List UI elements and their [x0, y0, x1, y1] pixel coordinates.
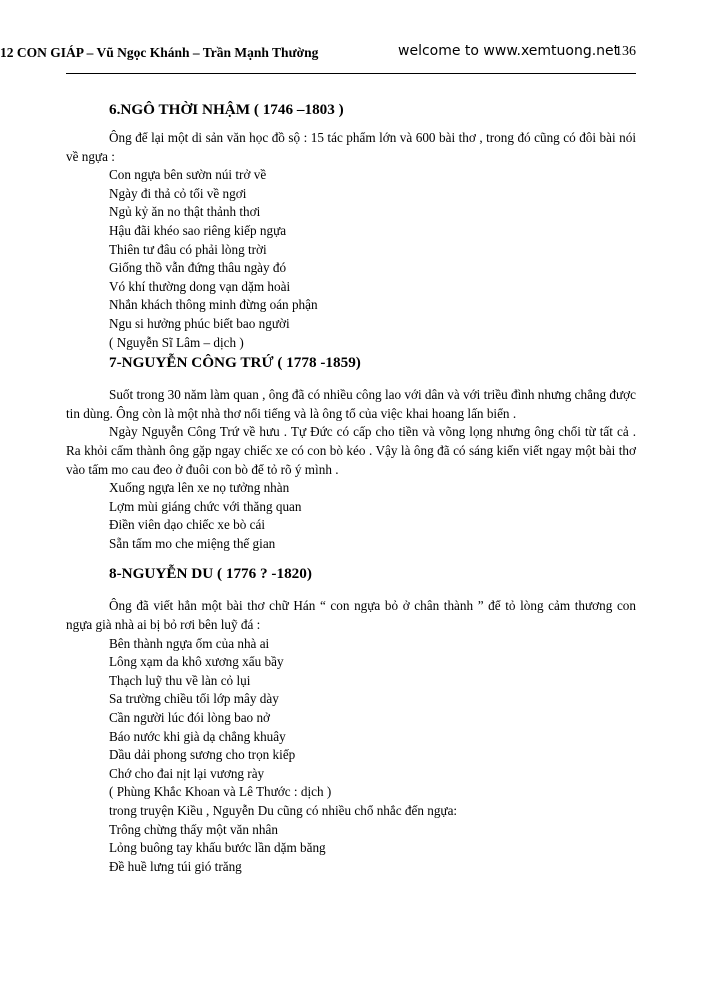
section-paragraph: Suốt trong 30 năm làm quan , ông đã có nhiều công lao với dân và với triều đình nhưng chẳng được tin dùng. Ông còn là một nhà thơ nổi tiếng và là ông tổ của việc khai hoang lấn biển . [66, 387, 636, 421]
poem-block [66, 635, 636, 877]
poem-line: Sẵn tấm mo che miệng thế gian [109, 535, 276, 551]
poem-line: Vó khí thường dong vạn dặm hoài [109, 278, 291, 294]
poem-line: Hậu đãi khéo sao riêng kiếp ngựa [109, 222, 287, 238]
poem-line: Thiên tư đâu có phải lòng trời [109, 241, 267, 257]
page-number: 136 [615, 44, 636, 59]
header-book-title: 12 CON GIÁP – Vũ Ngọc Khánh – Trần Mạnh Thường [0, 45, 319, 60]
poem-line: Ngủ kỷ ăn no thật thảnh thơi [109, 204, 261, 220]
poem-line: Trông chừng thấy một văn nhân [109, 821, 278, 837]
poem-line: Lông xạm da khô xương xẩu bầy [109, 654, 284, 670]
document-body [66, 99, 636, 876]
poem-block [66, 479, 636, 553]
poem-line: Cần người lúc đói lòng bao nở [109, 710, 271, 726]
poem-line: Ngày đi thả cỏ tối về ngơi [109, 185, 247, 201]
poem-line: Đề huề lưng túi gió trăng [109, 858, 242, 874]
poem-line: Ngu si hưởng phúc biết bao người [109, 315, 290, 331]
translator-credit: ( Phùng Khắc Khoan và Lê Thước : dịch ) [109, 784, 332, 800]
section-paragraph: Ngày Nguyễn Công Trứ về hưu . Tự Đức có cấp cho tiền và võng lọng nhưng ông chối từ tất cả . Ra khỏi cấm thành ông gặp ngay chiếc xe có con bò kéo . Vậy là ông đã có sáng kiến viết ngay một bài thơ vào tấm mo cau đeo ở đuôi con bò để tỏ rõ ý mình . [66, 424, 636, 477]
poem-intro-line: trong truyện Kiều , Nguyễn Du cũng có nhiều chổ nhắc đến ngựa: [109, 803, 458, 818]
poem-line: Dầu dải phong sương cho trọn kiếp [109, 747, 296, 763]
poem-line: Xuống ngựa lên xe nọ tưởng nhàn [109, 480, 290, 496]
poem-line: Giống thồ vẫn đứng thâu ngày đó [109, 260, 287, 276]
poem-line: Sa trường chiều tối lớp mây dày [109, 691, 279, 707]
poem-line: Chớ cho đai nịt lại vương rày [109, 765, 265, 781]
section-heading-nguyen-du: 8-NGUYỄN DU ( 1776 ? -1820) [109, 565, 312, 583]
section-paragraph: Ông để lại một di sản văn học đồ sộ : 15 tác phẩm lớn và 600 bài thơ , trong đó cũng có đôi bài nói về ngựa : [66, 130, 636, 164]
translator-credit: ( Nguyễn Sĩ Lâm – dịch ) [109, 334, 244, 350]
header-website: welcome to www.xemtuong.net [398, 43, 620, 59]
header-divider [66, 73, 636, 74]
poem-line: Lỏng buông tay khấu bước lần dặm băng [109, 840, 326, 856]
poem-block [66, 166, 636, 352]
poem-line: Nhắn khách thông minh đừng oán phận [109, 297, 318, 313]
poem-line: Điền viên dạo chiếc xe bò cái [109, 517, 265, 533]
page-header [0, 38, 702, 68]
poem-line: Báo nước khi già dạ chẳng khuây [109, 728, 286, 744]
section-paragraph: Ông đã viết hẳn một bài thơ chữ Hán “ con ngựa bỏ ở chân thành ” để tỏ lòng cảm thương con ngựa già nhà ai bị bỏ rơi bên luỹ đá : [66, 598, 636, 633]
poem-line: Con ngựa bên sườn núi trở về [109, 167, 267, 183]
section-heading-ngo-thoi-nham: 6.NGÔ THỜI NHẬM ( 1746 –1803 ) [109, 101, 344, 118]
poem-line: Bên thành ngựa ốm của nhà ai [109, 635, 270, 651]
section-heading-nguyen-cong-tru: 7-NGUYỄN CÔNG TRỨ ( 1778 -1859) [109, 354, 361, 372]
poem-line: Lợm mùi giáng chức với thăng quan [109, 498, 302, 514]
poem-line: Thạch luỹ thu về làn cỏ lụi [109, 672, 251, 688]
